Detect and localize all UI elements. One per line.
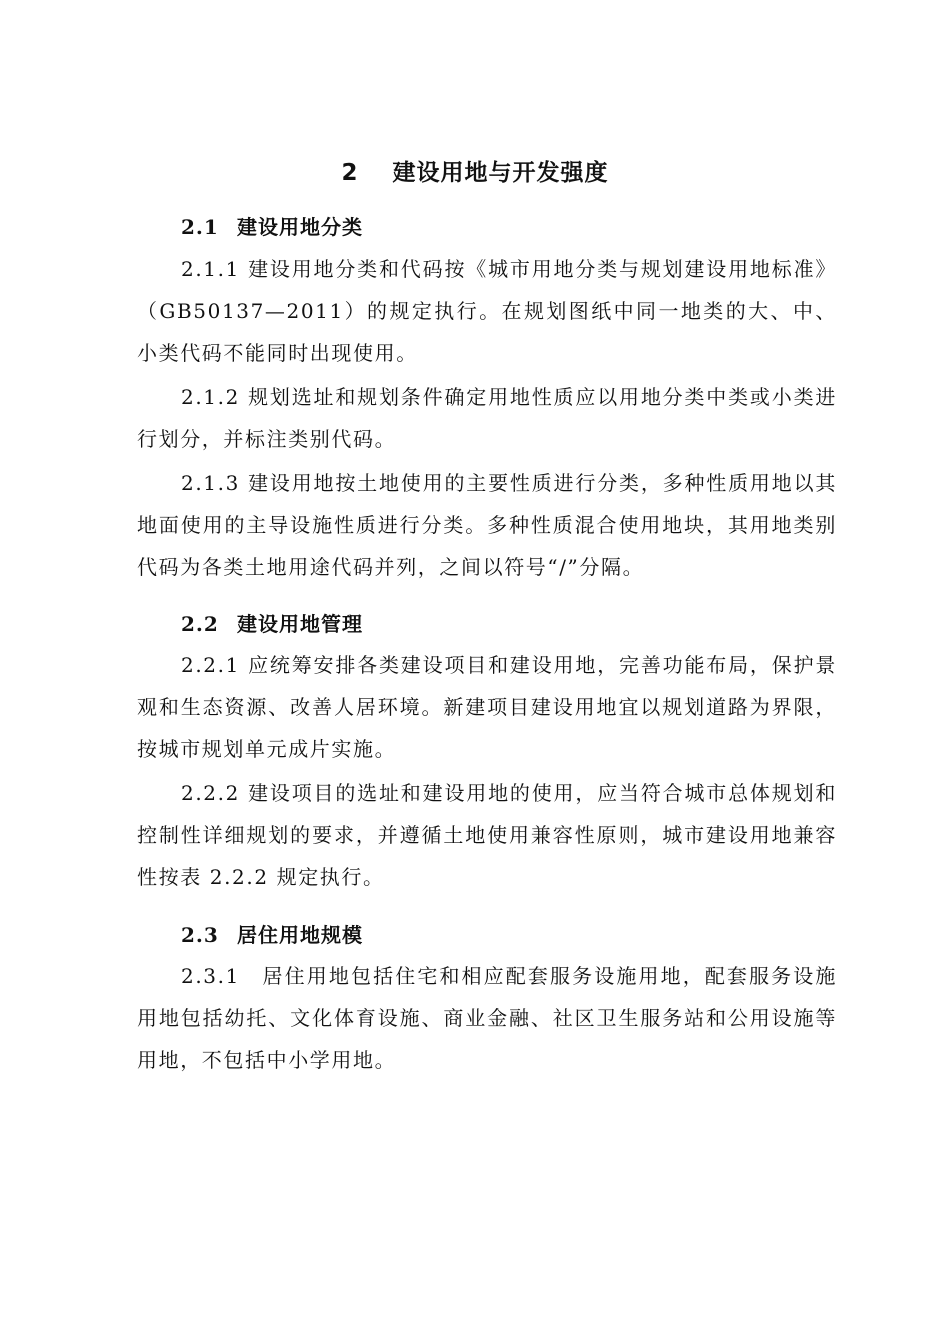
chapter-title-text: 建设用地与开发强度	[392, 160, 609, 186]
section-heading-2-3	[181, 919, 363, 948]
section-heading-2-2	[181, 608, 363, 637]
section-title: 建设用地管理	[237, 612, 363, 636]
section-number: 2.2	[181, 612, 219, 636]
section-title: 建设用地分类	[237, 215, 363, 239]
section-heading-2-1	[181, 211, 363, 240]
section-title: 居住用地规模	[237, 923, 363, 947]
paragraph-2-2-2: 2.2.2 建设项目的选址和建设用地的使用，应当符合城市总体规划和控制性详细规划的要求，并遵循土地使用兼容性原则，城市建设用地兼容性按表 2.2.2 规定执行。	[137, 781, 837, 889]
section-number: 2.1	[181, 215, 219, 239]
paragraph-2-1-3: 2.1.3 建设用地按土地使用的主要性质进行分类，多种性质用地以其地面使用的主导设施性质进行分类。多种性质混合使用地块，其用地类别代码为各类土地用途代码并列，之间以符号“/”分隔。	[137, 471, 837, 579]
chapter-number: 2	[341, 160, 359, 186]
paragraph-2-1-1: 2.1.1 建设用地分类和代码按《城市用地分类与规划建设用地标准》（GB50137—2011）的规定执行。在规划图纸中同一地类的大、中、小类代码不能同时出现使用。	[137, 257, 837, 365]
paragraph-2-1-2: 2.1.2 规划选址和规划条件确定用地性质应以用地分类中类或小类进行划分，并标注类别代码。	[137, 385, 837, 451]
paragraph-2-2-1: 2.2.1 应统筹安排各类建设项目和建设用地，完善功能布局，保护景观和生态资源、改善人居环境。新建项目建设用地宜以规划道路为界限，按城市规划单元成片实施。	[137, 653, 837, 761]
paragraph-2-3-1: 2.3.1 居住用地包括住宅和相应配套服务设施用地，配套服务设施用地包括幼托、文化体育设施、商业金融、社区卫生服务站和公用设施等用地，不包括中小学用地。	[137, 964, 837, 1072]
section-number: 2.3	[181, 923, 219, 947]
chapter-title	[0, 154, 950, 187]
